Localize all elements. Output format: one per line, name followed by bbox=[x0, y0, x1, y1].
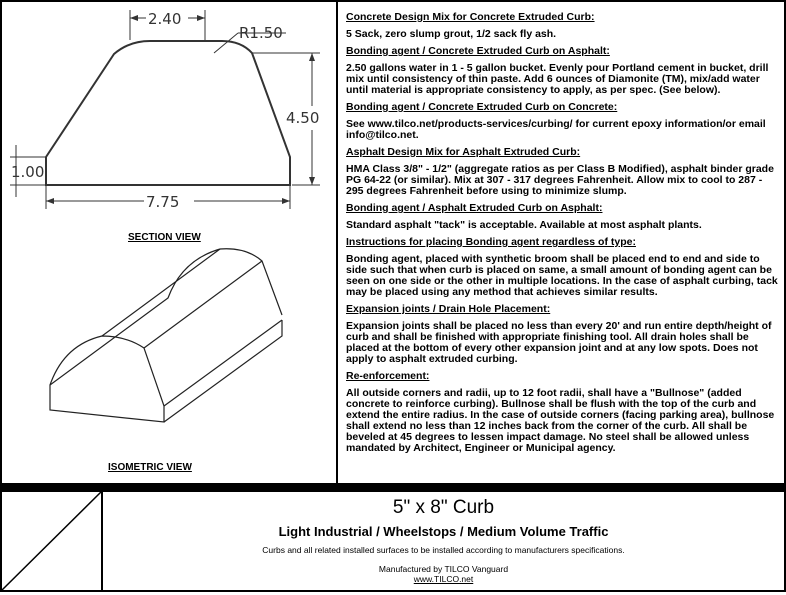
isometric-view-caption: ISOMETRIC VIEW bbox=[108, 462, 192, 473]
section-view-caption: SECTION VIEW bbox=[128, 232, 201, 243]
drawing-subtitle: Light Industrial / Wheelstops / Medium Volume Traffic bbox=[278, 524, 609, 539]
installation-note: Curbs and all related installed surfaces to be installed according to manufacturers specifications. bbox=[262, 545, 625, 555]
section-heading: Concrete Design Mix for Concrete Extruded Curb: bbox=[346, 11, 595, 23]
iso-side-top bbox=[144, 261, 262, 348]
dim-height-label: 4.50 bbox=[286, 109, 320, 127]
dim-base-label: 7.75 bbox=[146, 193, 180, 211]
section-heading: Re-enforcement: bbox=[346, 370, 430, 382]
section-heading: Bonding agent / Concrete Extruded Curb on Asphalt: bbox=[346, 45, 610, 57]
iso-front-face bbox=[50, 336, 164, 422]
iso-top-ridge bbox=[102, 249, 220, 336]
section-body: 5 Sack, zero slump grout, 1/2 sack fly ash. bbox=[346, 28, 557, 40]
panel-divider bbox=[336, 2, 338, 483]
section-heading: Bonding agent / Concrete Extruded Curb on Concrete: bbox=[346, 101, 618, 113]
section-body: HMA Class 3/8" - 1/2" (aggregate ratios as per Class B Modified), asphalt binder grade PG 64-22 (or similar). Mix at 307 - 317 degrees Fahrenheit. Allow mix to cool to 287 - 295 degrees Fahrenheit before using to minimize slump. bbox=[346, 163, 774, 197]
spec-section bbox=[346, 45, 778, 96]
section-body: All outside corners and radii, up to 12 foot radii, shall have a "Bullnose" (added concrete to reinforce curbing). Bullnose shall be flush with the top of the curb and extend the entire radius. In the case of outside corners (facing parking area), bullnose shall extend no less than 12 inches back from the corner of the curb. All shall be beveled at 45 degrees to lessen impact damage. No steel shall be allowed unless mandated by Architect, Engineer or Municipal agency. bbox=[346, 387, 775, 454]
title-block bbox=[2, 492, 784, 590]
dim-radius-label: R1.50 bbox=[239, 24, 283, 42]
section-body: 2.50 gallons water in 1 - 5 gallon bucket. Evenly pour Portland cement in bucket, drill mix until consistency of thin paste. Add 6 ounces of Diamonite (TM), mix/add water until material is appropriate consistency to apply, as per spec. (See below). bbox=[346, 62, 769, 96]
website-link[interactable]: www.TILCO.net bbox=[413, 574, 474, 584]
dim-base-arrow-right bbox=[282, 198, 290, 204]
drawings-panel bbox=[2, 2, 336, 483]
iso-side-edge bbox=[164, 320, 282, 406]
manufacturer-label: Manufactured by TILCO Vanguard bbox=[378, 564, 509, 574]
title-area bbox=[103, 492, 784, 590]
drawing-title: 5" x 8" Curb bbox=[392, 497, 495, 518]
spec-section bbox=[346, 11, 778, 40]
section-body: Standard asphalt "tack" is acceptable. Available at most asphalt plants. bbox=[346, 219, 702, 231]
curb-profile bbox=[46, 41, 290, 185]
dim-top-arrow-left bbox=[130, 15, 138, 21]
section-heading: Asphalt Design Mix for Asphalt Extruded Curb: bbox=[346, 146, 581, 158]
spec-section bbox=[346, 146, 778, 197]
dim-base-arrow-left bbox=[46, 198, 54, 204]
iso-back-profile bbox=[220, 249, 282, 315]
spec-section bbox=[346, 303, 778, 365]
footer-divider-band bbox=[2, 483, 784, 492]
dim-height-arrow-top bbox=[309, 53, 315, 61]
spec-section bbox=[346, 101, 778, 141]
section-heading: Bonding agent / Asphalt Extruded Curb on Asphalt: bbox=[346, 202, 603, 214]
dim-top-label: 2.40 bbox=[148, 10, 182, 28]
upper-panel bbox=[2, 2, 784, 483]
spec-section bbox=[346, 370, 778, 454]
title-block-corner bbox=[2, 492, 103, 590]
dim-height-arrow-bottom bbox=[309, 177, 315, 185]
spec-section bbox=[346, 236, 778, 298]
corner-diagonal bbox=[2, 492, 101, 590]
dim-side-label: 1.00 bbox=[11, 163, 45, 181]
spec-section bbox=[346, 202, 778, 231]
section-heading: Instructions for placing Bonding agent regardless of type: bbox=[346, 236, 636, 248]
iso-bottom-edge bbox=[164, 320, 282, 422]
section-body: Expansion joints shall be placed no less than every 20' and run entire depth/height of curb and shall be finished with appropriate finishing tool. All drain holes shall be placed at the bottom of every other expansion joint and at any low spots. Does not apply to asphalt extruded curbing. bbox=[346, 320, 772, 365]
iso-left-top bbox=[50, 249, 220, 385]
section-heading: Expansion joints / Drain Hole Placement: bbox=[346, 303, 551, 315]
section-body: Bonding agent, placed with synthetic broom shall be placed end to end and side to side such that when curb is placed on same, a small amount of bonding agent can be seen on one side or the other in multiple locations. In the case of asphalt curbing, tack may be placed using any method that achieves similar results. bbox=[346, 253, 778, 298]
dim-top-arrow-right bbox=[197, 15, 205, 21]
specification-notes bbox=[346, 8, 778, 459]
section-body: See www.tilco.net/products-services/curbing/ for current epoxy information/or email info@tilco.net. bbox=[346, 118, 766, 141]
isometric-curb bbox=[50, 249, 282, 422]
